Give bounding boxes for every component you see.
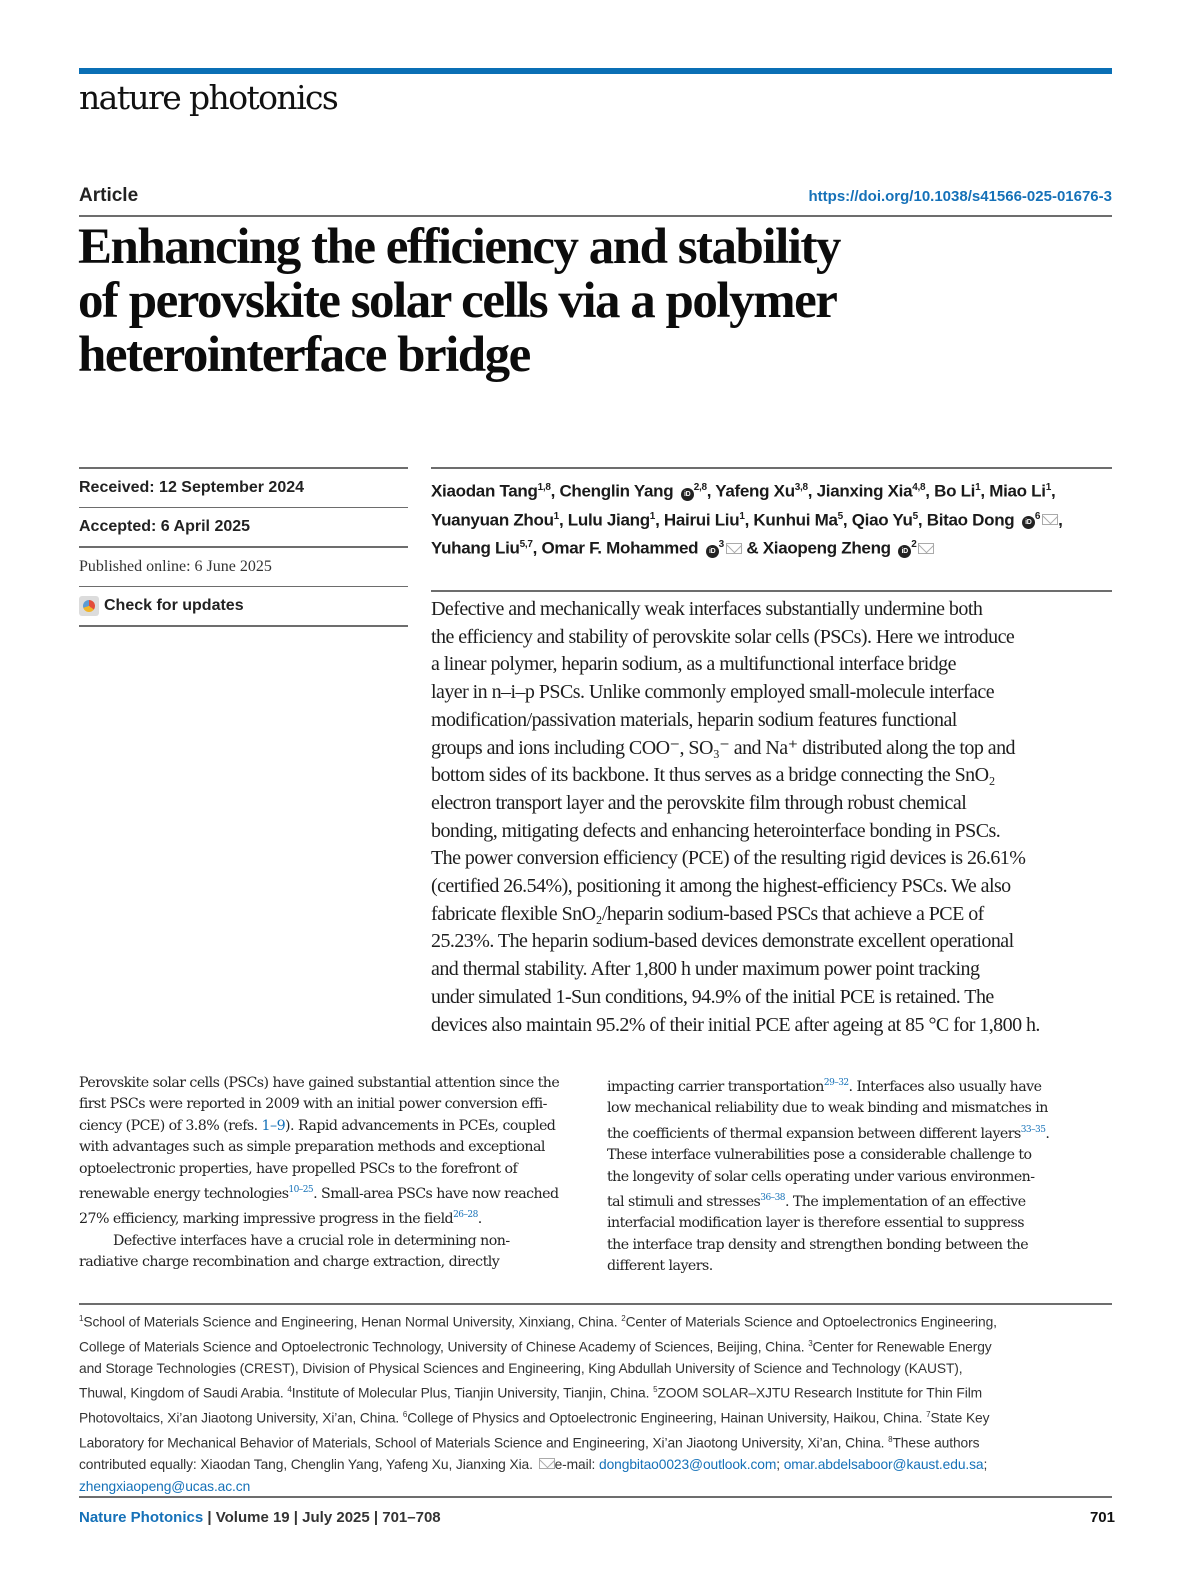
text: State Key bbox=[930, 1411, 990, 1426]
affiliation-sup: 3 bbox=[718, 539, 724, 551]
abstract-line: electron transport layer and the perovskite film through robust chemical bbox=[431, 791, 967, 814]
author-name[interactable]: , Chenglin Yang bbox=[550, 481, 678, 501]
affiliation-sup: 6 bbox=[402, 1410, 408, 1420]
affiliation-sup: 2,8 bbox=[693, 482, 707, 493]
divider bbox=[79, 625, 408, 627]
affiliation-sup: 1 bbox=[739, 510, 745, 522]
affiliation-sup: 1 bbox=[553, 510, 559, 522]
text: Photovoltaics, Xi’an Jiaotong University, Xi’an, China. bbox=[79, 1411, 403, 1426]
text: College of Physics and Optoelectronic Engineering, Hainan University, Haikou, China. bbox=[407, 1411, 927, 1426]
affiliation-line bbox=[79, 1429, 1119, 1454]
text: contributed equally: Xiaodan Tang, Chenglin Yang, Yafeng Xu, Jianxing Xia. bbox=[79, 1457, 537, 1473]
affiliation-sup: 1 bbox=[1045, 482, 1051, 493]
abstract-line: 25.23%. The heparin sodium-based devices demonstrate excellent operational bbox=[431, 930, 1014, 953]
email-link[interactable]: zhengxiaopeng@ucas.ac.cn bbox=[79, 1478, 251, 1494]
author-name[interactable]: , Miao Li bbox=[980, 481, 1046, 501]
text: School of Materials Science and Engineering, Henan Normal University, Xinxiang, China. bbox=[83, 1314, 622, 1330]
text: Center for Renewable Energy bbox=[812, 1339, 992, 1355]
text: Institute of Molecular Plus, Tianjin University, Tianjin, China. bbox=[291, 1386, 654, 1401]
text: College of Materials Science and Optoelectronic Technology, University of Chinese Academy of Sciences, Beijing, China. bbox=[79, 1339, 809, 1355]
journal-logo: nature photonics bbox=[79, 78, 338, 117]
body-line: the interface trap density and strengthen bonding between the bbox=[607, 1236, 1029, 1253]
affiliation-line bbox=[79, 1333, 1119, 1358]
check-for-updates-button[interactable] bbox=[79, 587, 408, 625]
affiliation-line bbox=[79, 1476, 1119, 1497]
affiliation-sup: 8 bbox=[888, 1435, 893, 1445]
affiliation-sup: 5 bbox=[837, 510, 843, 522]
separator: ; bbox=[776, 1457, 784, 1473]
check-for-updates-label: Check for updates bbox=[104, 597, 244, 614]
body-line: low mechanical reliability due to weak binding and mismatches in bbox=[607, 1100, 1048, 1117]
affiliation-sup: 5,7 bbox=[519, 539, 533, 551]
abstract-line: and thermal stability. After 1,800 h under maximum power point tracking bbox=[431, 958, 980, 981]
footer-divider bbox=[79, 1496, 1112, 1498]
abstract-line: modification/passivation materials, heparin sodium features functional bbox=[431, 708, 957, 731]
text: ciency (PCE) of 3.8% (refs. bbox=[79, 1117, 262, 1134]
author-name[interactable]: Yuhang Liu bbox=[431, 538, 520, 558]
text: tal stimuli and stresses bbox=[607, 1194, 761, 1211]
author-line bbox=[431, 504, 1121, 533]
text: Laboratory for Mechanical Behavior of Materials, School of Materials Science and Engineering, Xi’an Jiaotong University, Xi’an, China. bbox=[79, 1436, 889, 1451]
affiliation-sup: 1 bbox=[649, 510, 656, 522]
title-line: Enhancing the efficiency and stability bbox=[78, 219, 840, 275]
authors-divider bbox=[431, 467, 1112, 469]
affiliation-sup: 1 bbox=[79, 1314, 84, 1323]
text: These authors bbox=[892, 1436, 980, 1451]
abstract-line: groups and ions including COO⁻, SO₃⁻ and Na⁺ distributed along the top and bbox=[431, 736, 1015, 759]
body-line: different layers. bbox=[607, 1258, 713, 1275]
separator: , bbox=[1058, 510, 1063, 530]
body-line bbox=[607, 1073, 1115, 1098]
affiliation-sup: 5 bbox=[653, 1385, 658, 1395]
journal-brand-bar bbox=[79, 68, 1112, 74]
abstract-line: devices also maintain 95.2% of their initial PCE after ageing at 85 °C for 1,800 h. bbox=[431, 1013, 1040, 1036]
published-date: Published online: 6 June 2025 bbox=[79, 557, 272, 575]
abstract-line: (certified 26.54%), positioning it among the highest-efficiency PSCs. We also bbox=[431, 875, 1011, 898]
title-line: heterointerface bridge bbox=[78, 327, 530, 383]
author-name[interactable]: , Yafeng Xu bbox=[706, 481, 795, 501]
affiliation-sup: 2 bbox=[911, 539, 917, 551]
accepted-date: Accepted: 6 April 2025 bbox=[79, 518, 251, 535]
body-line: optoelectronic properties, have propelled PSCs to the forefront of bbox=[79, 1160, 518, 1177]
separator: ; bbox=[983, 1457, 988, 1473]
body-line bbox=[79, 1205, 587, 1230]
doi-link[interactable]: https://doi.org/10.1038/s41566-025-01676-3 bbox=[808, 188, 1112, 205]
abstract-line: a linear polymer, heparin sodium, as a multifunctional interface bridge bbox=[431, 653, 956, 676]
body-line bbox=[79, 1180, 587, 1205]
affiliation-line bbox=[79, 1404, 1119, 1429]
mail-icon[interactable] bbox=[1042, 514, 1058, 525]
author-name[interactable]: Yuanyuan Zhou bbox=[431, 510, 554, 530]
affiliation-sup: 1,8 bbox=[537, 482, 551, 493]
text: Center of Materials Science and Optoelectronics Engineering, bbox=[625, 1314, 997, 1330]
affiliation-line: and Storage Technologies (CREST), Division of Physical Sciences and Engineering, King Abdullah University of Science and Technology (KAUST), bbox=[79, 1361, 963, 1376]
body-line bbox=[607, 1120, 1115, 1145]
body-column-left bbox=[79, 1073, 587, 1274]
mail-icon[interactable] bbox=[918, 543, 934, 554]
abstract bbox=[431, 596, 1116, 1039]
body-line: first PSCs were reported in 2009 with an initial power conversion effi- bbox=[79, 1096, 547, 1113]
abstract-line: the efficiency and stability of perovskite solar cells (PSCs). Here we introduce bbox=[431, 625, 1015, 648]
text: . The implementation of an effective bbox=[784, 1194, 1026, 1211]
mail-icon[interactable] bbox=[726, 543, 742, 554]
email-link[interactable]: dongbitao0023@outlook.com bbox=[599, 1457, 777, 1473]
header-divider bbox=[79, 215, 1112, 217]
body-line bbox=[607, 1188, 1115, 1213]
title-line: of perovskite solar cells via a polymer bbox=[78, 273, 837, 329]
text: 27% efficiency, marking impressive progress in the field bbox=[79, 1211, 454, 1228]
text: the coefficients of thermal expansion between different layers bbox=[607, 1125, 1021, 1142]
author-name[interactable]: , Bitao Dong bbox=[917, 510, 1019, 530]
affiliation-line bbox=[79, 1454, 1119, 1475]
mail-icon bbox=[539, 1458, 555, 1469]
text: ). Rapid advancements in PCEs, coupled bbox=[285, 1117, 556, 1134]
footer-citation bbox=[79, 1509, 441, 1526]
body-line: with advantages such as simple preparation methods and exceptional bbox=[79, 1139, 545, 1156]
abstract-line: bottom sides of its backbone. It thus serves as a bridge connecting the SnO₂ bbox=[431, 764, 995, 787]
body-line bbox=[79, 1116, 587, 1137]
reference-link[interactable]: 33–35 bbox=[1020, 1124, 1046, 1135]
journal-link[interactable]: Nature Photonics bbox=[79, 1509, 204, 1526]
body-line: the longevity of solar cells operating under various environmen- bbox=[607, 1168, 1035, 1185]
abstract-line: Defective and mechanically weak interfaces substantially undermine both bbox=[431, 598, 983, 620]
reference-link[interactable]: 26–28 bbox=[453, 1210, 478, 1221]
publication-dates bbox=[79, 467, 408, 627]
orcid-icon[interactable]: iD bbox=[1022, 516, 1035, 529]
author-list bbox=[431, 475, 1121, 561]
affiliation-sup: 5 bbox=[912, 510, 918, 522]
author-name[interactable]: , Kunhui Ma bbox=[744, 510, 838, 530]
article-type-label: Article bbox=[79, 185, 139, 206]
affiliation-sup: 3,8 bbox=[794, 482, 808, 493]
affiliation-sup: 7 bbox=[926, 1410, 931, 1420]
affiliation-line bbox=[79, 1308, 1119, 1333]
affiliations-divider bbox=[79, 1303, 1112, 1305]
reference-link[interactable]: 36–38 bbox=[760, 1193, 785, 1204]
author-line bbox=[431, 475, 1121, 504]
author-name[interactable]: , Jianxing Xia bbox=[807, 481, 913, 501]
reference-link[interactable]: 29–32 bbox=[823, 1078, 849, 1088]
separator: , bbox=[1050, 481, 1056, 501]
abstract-line: under simulated 1-Sun conditions, 94.9% of the initial PCE is retained. The bbox=[431, 985, 994, 1008]
text: renewable energy technologies bbox=[79, 1186, 289, 1203]
abstract-line: fabricate flexible SnO₂/heparin sodium-based PSCs that achieve a PCE of bbox=[431, 902, 984, 925]
author-name[interactable]: , Bo Li bbox=[925, 481, 976, 501]
article-title bbox=[78, 220, 998, 382]
affiliation-sup: 2 bbox=[621, 1314, 626, 1323]
text: . bbox=[1045, 1125, 1050, 1142]
affiliation-sup: 4,8 bbox=[912, 482, 926, 493]
text: . bbox=[477, 1211, 482, 1228]
text: impacting carrier transportation bbox=[607, 1079, 824, 1095]
body-column-right bbox=[607, 1073, 1115, 1278]
author-name[interactable]: Xiaodan Tang bbox=[431, 481, 538, 501]
reference-link[interactable]: 1–9 bbox=[261, 1117, 286, 1134]
text: . Small-area PSCs have now reached bbox=[313, 1186, 559, 1203]
affiliations bbox=[79, 1308, 1119, 1497]
affiliation-sup: 6 bbox=[1034, 510, 1041, 522]
text: . Interfaces also usually have bbox=[848, 1079, 1042, 1095]
orcid-icon[interactable]: iD bbox=[706, 545, 719, 558]
affiliation-sup: 3 bbox=[808, 1339, 813, 1348]
text: Thuwal, Kingdom of Saudi Arabia. bbox=[79, 1386, 288, 1401]
author-line bbox=[431, 532, 1121, 561]
issue-details: | Volume 19 | July 2025 | 701–708 bbox=[203, 1509, 441, 1526]
body-line: These interface vulnerabilities pose a considerable challenge to bbox=[607, 1147, 1032, 1164]
body-line: radiative charge recombination and charge extraction, directly bbox=[79, 1254, 500, 1271]
abstract-line: layer in n–i–p PSCs. Unlike commonly employed small-molecule interface bbox=[431, 681, 995, 704]
abstract-line: bonding, mitigating defects and enhancing heterointerface bonding in PSCs. bbox=[431, 819, 1001, 842]
abstract-divider bbox=[431, 590, 1112, 592]
author-name[interactable]: , Qiao Yu bbox=[842, 510, 913, 530]
body-line: interfacial modification layer is therefore essential to suppress bbox=[607, 1215, 1024, 1232]
email-link[interactable]: omar.abdelsaboor@kaust.edu.sa bbox=[783, 1457, 984, 1473]
page-number: 701 bbox=[1089, 1509, 1115, 1526]
affiliation-line bbox=[79, 1379, 1119, 1404]
author-name[interactable]: & Xiaopeng Zheng bbox=[741, 538, 896, 558]
reference-link[interactable]: 10–25 bbox=[288, 1185, 314, 1196]
author-name[interactable]: , Lulu Jiang bbox=[558, 510, 650, 530]
text: e-mail: bbox=[554, 1457, 600, 1473]
received-date: Received: 12 September 2024 bbox=[79, 478, 305, 496]
body-line: Perovskite solar cells (PSCs) have gained substantial attention since the bbox=[79, 1075, 560, 1091]
abstract-line: The power conversion efficiency (PCE) of the resulting rigid devices is 26.61% bbox=[431, 847, 1026, 870]
text: ZOOM SOLAR–XJTU Research Institute for Thin Film bbox=[657, 1386, 983, 1401]
body-line: Defective interfaces have a crucial role in determining non- bbox=[113, 1232, 510, 1249]
orcid-icon[interactable]: iD bbox=[681, 488, 694, 501]
author-name[interactable]: , Hairui Liu bbox=[655, 510, 740, 530]
affiliation-sup: 4 bbox=[287, 1385, 292, 1395]
orcid-icon[interactable]: iD bbox=[898, 545, 911, 558]
crossmark-icon bbox=[79, 596, 99, 616]
author-name[interactable]: , Omar F. Mohammed bbox=[532, 538, 703, 558]
affiliation-sup: 1 bbox=[975, 482, 981, 493]
